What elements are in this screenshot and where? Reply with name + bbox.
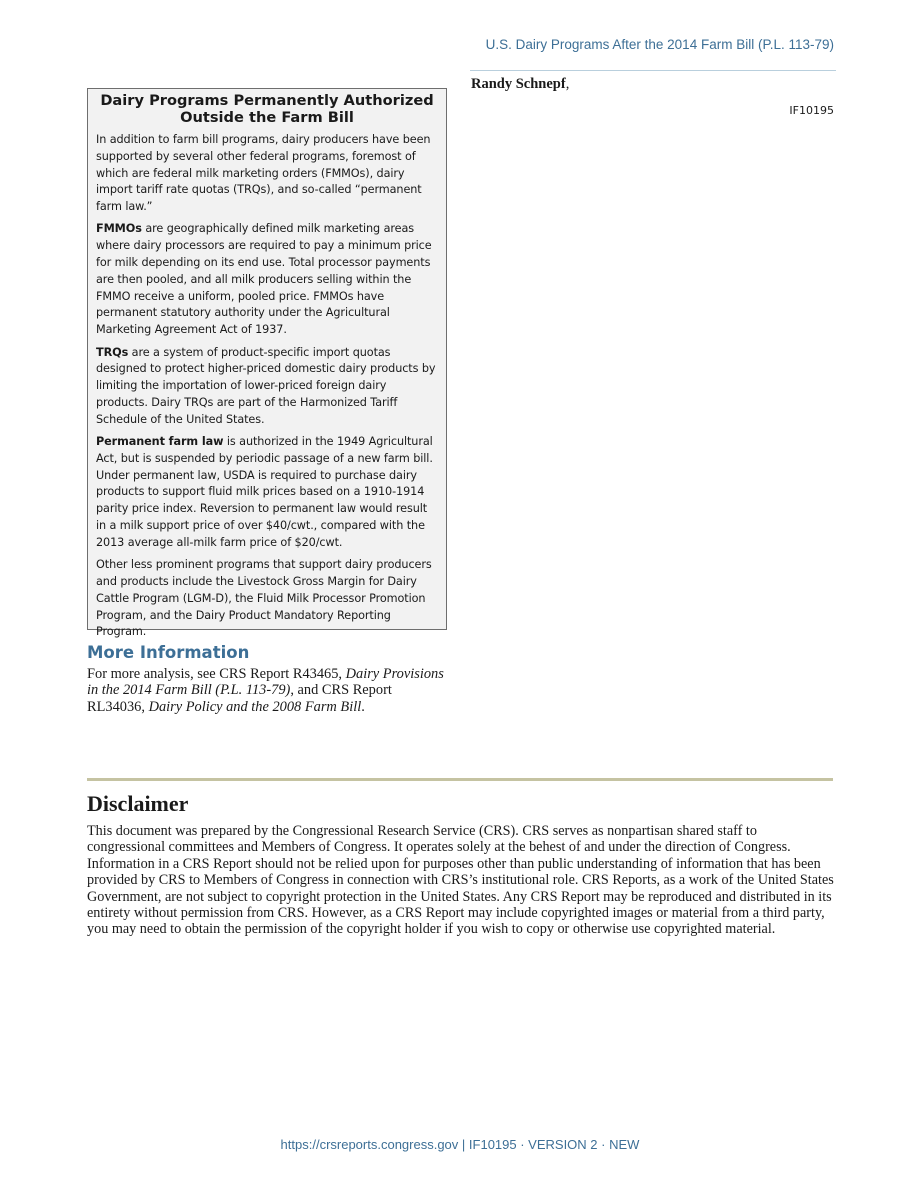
sidebar-box: [87, 88, 447, 639]
header-rule: [470, 70, 836, 71]
sidebar-paragraph-intro: In addition to farm bill programs, dairy producers have been supported by several other federal programs, foremost of which are federal milk marketing orders (FMMOs), dairy import tariff rate quotas (TRQs), and so-called “permanent farm law.”: [96, 133, 431, 214]
author-suffix: ,: [565, 76, 570, 92]
sidebar-paragraph-fmmo: [96, 221, 438, 339]
more-info-ref-2: Dairy Policy and the 2008 Farm Bill: [148, 698, 362, 715]
disclaimer-paragraph: This document was prepared by the Congressional Research Service (CRS). CRS serves as nonpartisan shared staff to congressional committees and Members of Congress. It operates solely at the behest of and under the direction of Congress. Information in a CRS Report should not be relied upon for purposes other than public understanding of information that has been provided by CRS to Members of Congress in connection with CRS’s institutional role. CRS Reports, as a work of the United States Government, are not subject to copyright protection in the United States. Any CRS Report may be reproduced and distributed in its entirety without permission from CRS. However, as a CRS Report may include copyrighted images or material from a third party, you may need to obtain the permission of the copyright holder if you wish to copy or otherwise use copyrighted material.: [87, 823, 834, 938]
footer-report-id: IF10195: [468, 1137, 517, 1152]
sidebar-paragraph-other: Other less prominent programs that support dairy producers and products include the Livestock Gross Margin for Dairy Cattle Program (LGM-D), the Fluid Milk Processor Promotion Program, and the Dairy Product Mandatory Reporting Program.: [96, 558, 432, 639]
fmmo-term: FMMOs: [96, 222, 142, 236]
author-line: [471, 76, 569, 93]
footer-separator-3: ·: [597, 1137, 610, 1152]
sidebar-title: Dairy Programs Permanently Authorized Outside the Farm Bill: [100, 92, 434, 126]
more-info-heading: More Information: [87, 643, 250, 662]
running-header: U.S. Dairy Programs After the 2014 Farm Bill (P.L. 113-79): [485, 37, 834, 52]
disclaimer-heading: Disclaimer: [87, 791, 189, 816]
author-name: Randy Schnepf: [471, 76, 566, 92]
more-info-text-3: .: [361, 698, 365, 715]
more-info-text-1: For more analysis, see CRS Report R43465,: [87, 666, 346, 682]
footer-separator-1: |: [458, 1137, 469, 1152]
more-info-ref-1: Dairy Provisions in the 2014 Farm Bill (P.L. 113-79): [87, 666, 444, 699]
footer-separator-2: ·: [516, 1137, 529, 1152]
sidebar-paragraph-permanent-law: [96, 434, 438, 552]
permanent-law-text: is authorized in the 1949 Agricultural Act, but is suspended by periodic passage of a new farm bill. Under permanent law, USDA is required to purchase dairy products to support fluid milk prices based on a 1910-1914 parity price index. Reversion to permanent law would result in a milk support price of over $40/cwt., compared with the 2013 average all-milk farm price of $20/cwt.: [96, 435, 433, 549]
more-info-text-2: , and CRS Report RL34036,: [87, 682, 392, 715]
trq-text: are a system of product-specific import quotas designed to protect higher-priced domestic dairy products by limiting the importation of lower-priced foreign dairy products. Dairy TRQs are part of the Harmonized Tariff Schedule of the United States.: [96, 345, 436, 426]
trq-term: TRQs: [96, 345, 129, 359]
footer-version: VERSION 2: [528, 1137, 598, 1152]
more-info-paragraph: [87, 666, 449, 715]
fmmo-text: are geographically defined milk marketing areas where dairy processors are required to pay a minimum price for milk depending on its end use. Total processor payments are then pooled, and all milk producers selling within the FMMO receive a uniform, pooled price. FMMOs have permanent statutory authority under the Agricultural Marketing Agreement Act of 1937.: [96, 222, 432, 337]
sidebar-paragraph-trq: [96, 345, 438, 429]
footer-status: NEW: [609, 1137, 640, 1152]
footer-url-link[interactable]: https://crsreports.congress.gov: [280, 1137, 459, 1152]
permanent-law-term: Permanent farm law: [96, 435, 224, 449]
disclaimer-rule: [87, 778, 833, 781]
report-id: IF10195: [789, 104, 834, 117]
page-footer: [0, 1137, 920, 1152]
